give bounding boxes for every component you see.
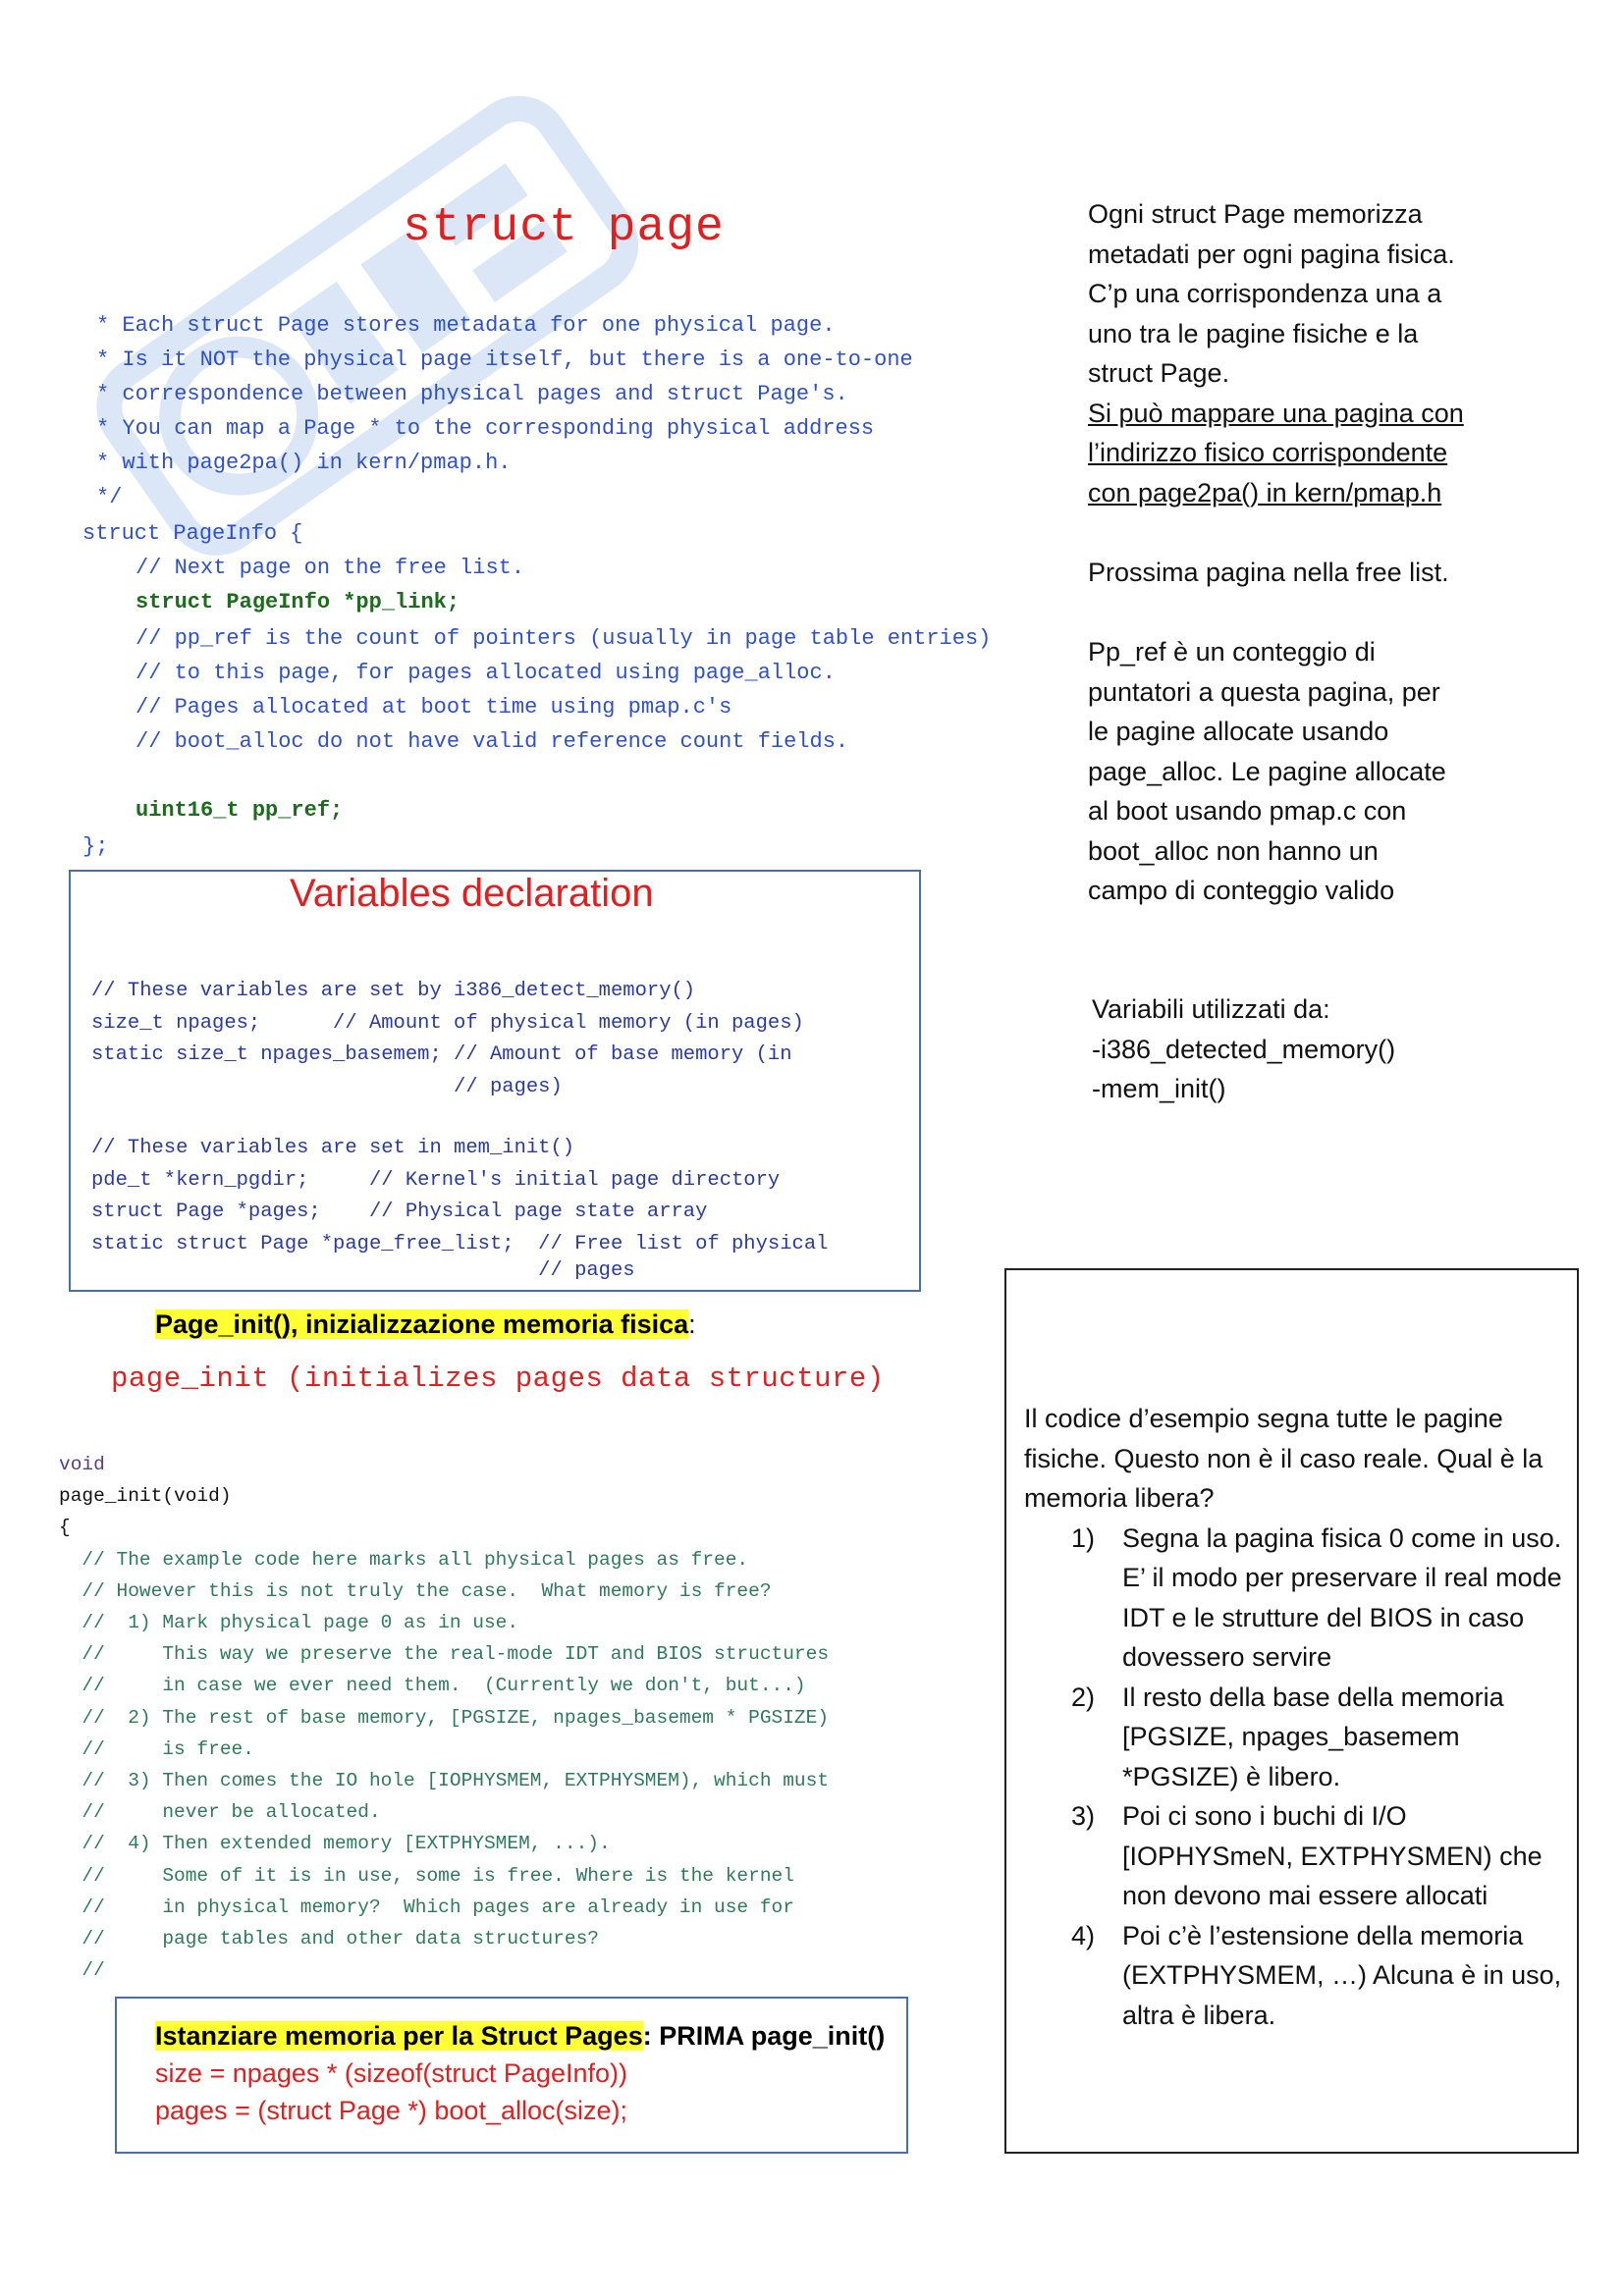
note-line: page_alloc. Le pagine allocate <box>1088 756 1446 786</box>
note-line: campo di conteggio valido <box>1088 876 1395 905</box>
variables-code-line: static struct Page *page_free_list; // Free list of physical <box>91 1232 829 1255</box>
code-void: void <box>59 1454 105 1475</box>
struct-comment-line: * correspondence between physical pages and struct Page's. <box>96 382 848 406</box>
note-line-underlined: l’indirizzo fisico corrispondente <box>1088 438 1448 467</box>
list-item <box>1024 1796 1569 1916</box>
code-comment-line: // in case we ever need them. (Currently we don't, but...) <box>59 1675 806 1697</box>
code-brace: { <box>59 1517 71 1539</box>
list-text: Poi c’è l’estensione della memoria (EXTPHYSMEM, …) Alcuna è in uso, altra è libera. <box>1122 1920 1562 2030</box>
list-item <box>1024 1678 1569 1797</box>
memory-notes-content <box>1024 1399 1569 2035</box>
variables-usage-note <box>1092 989 1395 1109</box>
page-init-mono-title: page_init (initializes pages data structure) <box>111 1362 885 1395</box>
code-comment-line: // However this is not truly the case. What memory is free? <box>59 1579 772 1602</box>
note-line: Pp_ref è un conteggio di <box>1088 637 1376 667</box>
pp-ref-field: uint16_t pp_ref; <box>135 798 344 823</box>
note-line: -mem_init() <box>1092 1074 1226 1103</box>
ppref-comment-line: // to this page, for pages allocated using page_alloc. <box>135 661 836 685</box>
code-comment-line: // is free. <box>59 1737 254 1760</box>
struct-comment-line: * Each struct Page stores metadata for one physical page. <box>96 313 836 338</box>
variables-code-line: // These variables are set by i386_detect_memory() <box>91 980 696 1002</box>
list-text: Il resto della base della memoria [PGSIZE, npages_basemem *PGSIZE) è libero. <box>1122 1682 1504 1791</box>
variables-code-line <box>91 1103 828 1133</box>
code-comment-line: // <box>59 1959 105 1982</box>
code-comment-line: // This way we preserve the real-mode IDT and BIOS structures <box>59 1643 830 1666</box>
variables-title: Variables declaration <box>290 872 654 915</box>
code-comment-line: // Some of it is in use, some is free. Where is the kernel <box>59 1864 794 1887</box>
struct-open-line: struct PageInfo { <box>82 521 303 546</box>
note-line: metadati per ogni pagina fisica. <box>1088 239 1455 269</box>
code-comment-line: // in physical memory? Which pages are already in use for <box>59 1896 794 1918</box>
struct-page-title: struct page <box>403 201 725 254</box>
note-line: C’p una corrispondenza una a <box>1088 279 1442 308</box>
struct-comment-line: */ <box>96 485 123 509</box>
struct-description-note <box>1088 194 1464 512</box>
list-text: Segna la pagina fisica 0 come in uso. E’ il modo per preservare il real mode IDT e le strutture del BIOS in caso dovessero servire <box>1122 1522 1562 1672</box>
variables-code-line: // These variables are set in mem_init() <box>91 1137 575 1159</box>
list-number: 3) <box>1071 1801 1096 1831</box>
code-comment-line: // 1) Mark physical page 0 as in use. <box>59 1612 519 1634</box>
note-line: uno tra le pagine fisiche e la <box>1088 318 1419 348</box>
list-text: Poi ci sono i buchi di I/O [IOPHYSmeN, EXTPHYSMEN) che non devono mai essere allocati <box>1122 1801 1543 1910</box>
code-signature: page_init(void) <box>59 1485 232 1508</box>
note-line: boot_alloc non hanno un <box>1088 835 1379 866</box>
list-item <box>1024 1519 1569 1678</box>
memory-notes-intro: Il codice d’esempio segna tutte le pagine fisiche. Questo non è il caso reale. Qual è la memoria libera? <box>1024 1404 1543 1513</box>
ppref-description-note <box>1088 632 1446 911</box>
variables-code <box>91 976 828 1282</box>
istanziare-label <box>155 2017 885 2055</box>
next-page-comment: // Next page on the free list. <box>135 556 525 580</box>
memory-notes-list <box>1024 1519 1569 2036</box>
code-comment-line: // 2) The rest of base memory, [PGSIZE, npages_basemem * PGSIZE) <box>59 1706 830 1729</box>
next-page-note: Prossima pagina nella free list. <box>1088 558 1449 587</box>
variables-code-line: pde_t *kern_pgdir; // Kernel's initial page directory <box>91 1168 781 1192</box>
struct-close-line: }; <box>82 834 109 859</box>
istanziare-label-rest: : PRIMA page_init() <box>642 2021 886 2051</box>
variables-code-line: // pages <box>91 1259 635 1282</box>
note-line: Ogni struct Page memorizza <box>1088 199 1423 229</box>
ppref-comment-line: // pp_ref is the count of pointers (usually in page table entries) <box>135 626 992 651</box>
underlined-note <box>1088 433 1464 473</box>
istanziare-line: size = npages * (sizeof(struct PageInfo)) <box>155 2058 627 2088</box>
note-line: puntatori a questa pagina, per <box>1088 676 1440 707</box>
page-init-code <box>59 1449 829 1986</box>
ppref-comment-line: // Pages allocated at boot time using pmap.c's <box>135 695 732 720</box>
ppref-comment-line: // boot_alloc do not have valid reference count fields. <box>135 729 849 754</box>
variables-code-line: static size_t npages_basemem; // Amount of base memory (in <box>91 1043 792 1066</box>
list-number: 1) <box>1071 1522 1096 1553</box>
ppref-comment-block <box>135 621 991 759</box>
note-line: -i386_detected_memory() <box>1092 1034 1396 1064</box>
code-comment-line: // never be allocated. <box>59 1801 381 1824</box>
page-init-heading <box>155 1309 696 1340</box>
struct-page-code <box>96 308 913 514</box>
code-comment-line: // 4) Then extended memory [EXTPHYSMEM, ...). <box>59 1833 611 1855</box>
note-line: struct Page. <box>1088 358 1230 388</box>
note-line-underlined: con page2pa() in kern/pmap.h <box>1088 477 1442 507</box>
note-line-underlined: Si può mappare una pagina con <box>1088 398 1464 428</box>
code-comment-line: // The example code here marks all physical pages as free. <box>59 1548 749 1571</box>
underlined-note <box>1088 394 1464 434</box>
struct-comment-line: * with page2pa() in kern/pmap.h. <box>96 451 512 475</box>
struct-comment-line: * Is it NOT the physical page itself, but there is a one-to-one <box>96 347 913 372</box>
underlined-note <box>1088 473 1464 513</box>
code-comment-line: // page tables and other data structures? <box>59 1928 599 1950</box>
istanziare-content <box>155 2017 885 2129</box>
variables-code-line: // pages) <box>91 1075 563 1098</box>
variables-code-line: size_t npages; // Amount of physical memory (in pages) <box>91 1011 804 1035</box>
note-line: Variabili utilizzati da: <box>1092 994 1330 1024</box>
istanziare-line: pages = (struct Page *) boot_alloc(size); <box>155 2096 627 2125</box>
list-number: 2) <box>1071 1682 1096 1712</box>
note-line: le pagine allocate usando <box>1088 717 1389 746</box>
variables-code-line: struct Page *pages; // Physical page state array <box>91 1201 708 1223</box>
list-number: 4) <box>1071 1920 1096 1950</box>
list-item <box>1024 1916 1569 2036</box>
page-init-heading-highlight: Page_init(), inizializzazione memoria fisica <box>155 1309 689 1339</box>
pp-link-field: struct PageInfo *pp_link; <box>135 590 460 614</box>
note-line: al boot usando pmap.c con <box>1088 796 1407 826</box>
struct-comment-line: * You can map a Page * to the corresponding physical address <box>96 416 875 441</box>
code-comment-line: // 3) Then comes the IO hole [IOPHYSMEM, EXTPHYSMEM), which must <box>59 1770 830 1792</box>
page-init-heading-colon: : <box>688 1309 696 1339</box>
istanziare-label-highlight: Istanziare memoria per la Struct Pages <box>155 2021 643 2051</box>
